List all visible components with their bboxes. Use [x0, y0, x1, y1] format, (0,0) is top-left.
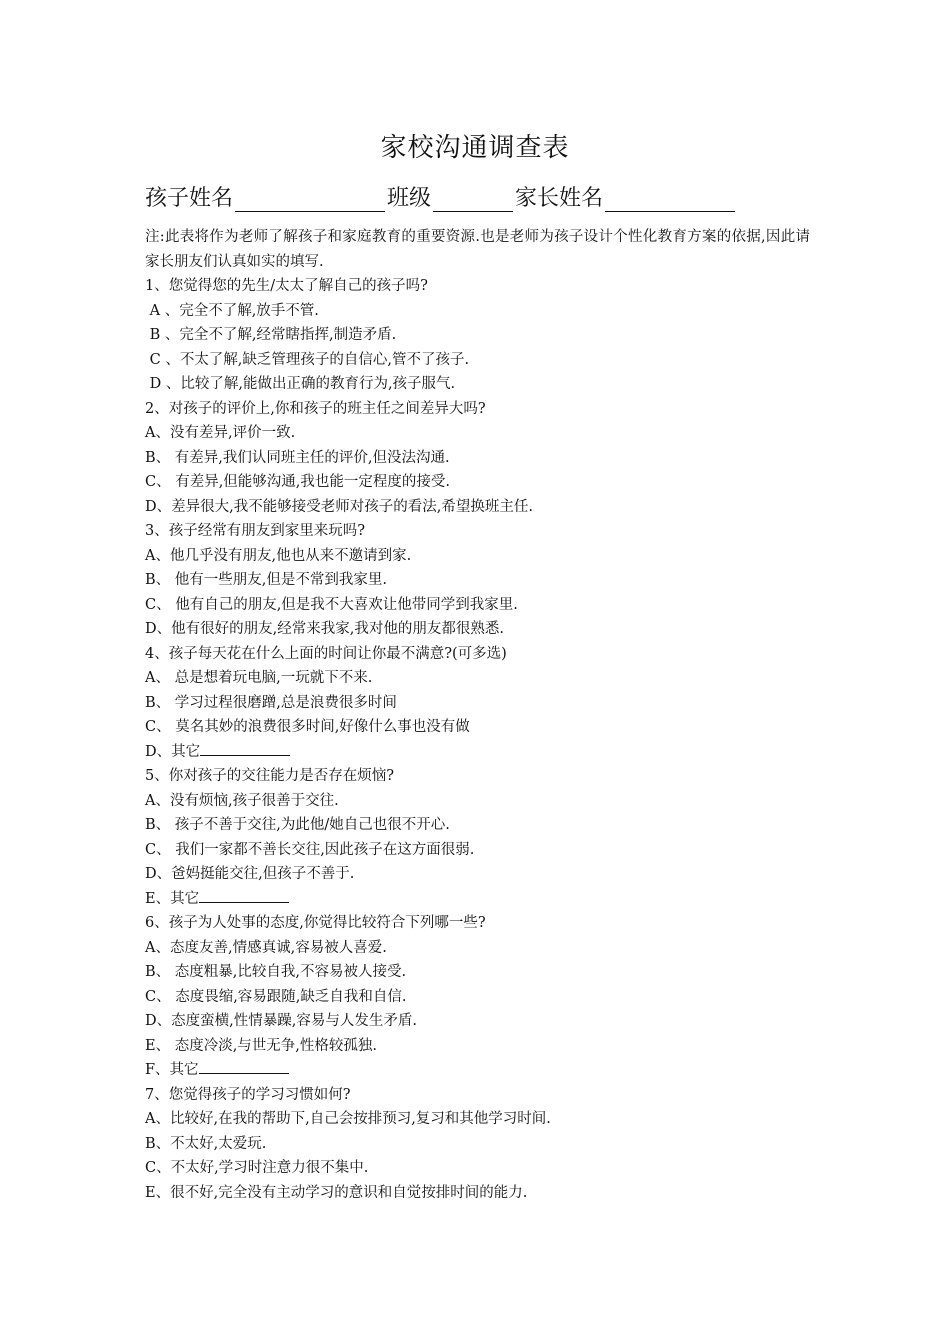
- question-text: [145, 397, 810, 422]
- name-fields-row: [145, 182, 737, 216]
- answer-option[interactable]: [145, 936, 810, 961]
- option-label: A、没有烦恼,孩子很善于交往.: [145, 792, 339, 809]
- answer-option[interactable]: [145, 838, 810, 863]
- child-name-label: 孩子姓名: [145, 186, 234, 211]
- question-label: 1、您觉得您的先生/太太了解自己的孩子吗?: [145, 278, 428, 294]
- option-label: B、 态度粗暴,比较自我,不容易被人接受.: [145, 964, 407, 980]
- option-label: A、态度友善,情感真诚,容易被人喜爱.: [145, 939, 387, 956]
- question-label: 6、孩子为人处事的态度,你觉得比较符合下列哪一些?: [145, 915, 486, 931]
- question-text: [145, 911, 810, 936]
- option-label: A、比较好,在我的帮助下,自己会按排预习,复习和其他学习时间.: [145, 1111, 551, 1127]
- option-label: D、差异很大,我不能够接受老师对孩子的看法,希望换班主任.: [145, 498, 533, 515]
- answer-option[interactable]: [145, 323, 810, 348]
- answer-option[interactable]: [145, 862, 810, 887]
- instruction-note: 注:此表将作为老师了解孩子和家庭教育的重要资源.也是老师为孩子设计个性化教育方案的依据,因此请家长朋友们认真如实的填写.: [145, 229, 810, 270]
- option-label: C、 我们一家都不善长交往,因此孩子在这方面很弱.: [145, 841, 475, 858]
- option-label: D 、比较了解,能做出正确的教育行为,孩子服气.: [145, 376, 456, 392]
- option-label: E、其它: [145, 890, 200, 907]
- answer-option[interactable]: [145, 1107, 810, 1132]
- option-label: B、 有差异,我们认同班主任的评价,但没法沟通.: [145, 449, 450, 466]
- question-text: [145, 274, 810, 299]
- answer-option[interactable]: [145, 813, 810, 838]
- answer-option[interactable]: [145, 446, 810, 471]
- option-label: A、没有差异,评价一致.: [145, 425, 296, 441]
- option-label: B、 孩子不善于交往,为此他/她自己也很不开心.: [145, 817, 450, 833]
- answer-option[interactable]: [145, 1156, 810, 1181]
- answer-option[interactable]: [145, 740, 810, 765]
- answer-option[interactable]: [145, 470, 810, 495]
- answer-option[interactable]: [145, 593, 810, 618]
- option-label: C、 态度畏缩,容易跟随,缺乏自我和自信.: [145, 988, 407, 1005]
- option-label: D、爸妈挺能交往,但孩子不善于.: [145, 866, 355, 882]
- option-label: B、 学习过程很磨蹭,总是浪费很多时间: [145, 694, 397, 711]
- option-label: D、态度蛮横,性情暴躁,容易与人发生矛盾.: [145, 1013, 417, 1029]
- question-text: [145, 519, 810, 544]
- other-answer-blank[interactable]: [200, 741, 290, 756]
- answer-option[interactable]: [145, 1034, 810, 1059]
- answer-option[interactable]: [145, 299, 810, 324]
- answer-option[interactable]: [145, 691, 810, 716]
- answer-option[interactable]: [145, 617, 810, 642]
- answer-option[interactable]: [145, 1132, 810, 1157]
- other-answer-blank[interactable]: [199, 888, 289, 903]
- class-label: 班级: [387, 186, 432, 211]
- answer-option[interactable]: [145, 544, 810, 569]
- option-label: D、其它: [145, 743, 201, 760]
- answer-option[interactable]: [145, 372, 810, 397]
- option-label: C、 有差异,但能够沟通,我也能一定程度的接受.: [145, 474, 451, 490]
- option-label: E、 态度冷淡,与世无争,性格较孤独.: [145, 1037, 378, 1054]
- parent-name-label: 家长姓名: [515, 186, 604, 211]
- page-title: 家校沟通调查表: [380, 133, 570, 163]
- answer-option[interactable]: [145, 421, 810, 446]
- parent-name-blank[interactable]: [605, 185, 735, 212]
- option-label: D、他有很好的朋友,经常来我家,我对他的朋友都很熟悉.: [145, 621, 504, 637]
- survey-content: [145, 225, 810, 1205]
- answer-option[interactable]: [145, 960, 810, 985]
- question-text: [145, 1083, 810, 1108]
- question-text: [145, 764, 810, 789]
- option-label: A、他几乎没有朋友,他也从来不邀请到家.: [145, 547, 412, 564]
- question-label: 4、孩子每天花在什么上面的时间让你最不满意?(可多选): [145, 645, 507, 662]
- answer-option[interactable]: [145, 789, 810, 814]
- option-label: A、 总是想着玩电脑,一玩就下不来.: [145, 670, 373, 686]
- option-label: F、其它: [145, 1062, 199, 1078]
- option-label: B、不太好,太爱玩.: [145, 1135, 267, 1152]
- option-label: A 、完全不了解,放手不管.: [145, 302, 319, 319]
- answer-option[interactable]: [145, 887, 810, 912]
- question-label: 2、对孩子的评价上,你和孩子的班主任之间差异大吗?: [145, 400, 486, 417]
- option-label: C、不太好,学习时注意力很不集中.: [145, 1160, 369, 1176]
- question-label: 7、您觉得孩子的学习习惯如何?: [145, 1086, 351, 1103]
- option-label: B 、完全不了解,经常瞎指挥,制造矛盾.: [145, 327, 397, 343]
- answer-option[interactable]: [145, 985, 810, 1010]
- answer-option[interactable]: [145, 715, 810, 740]
- option-label: C 、不太了解,缺乏管理孩子的自信心,管不了孩子.: [145, 351, 470, 368]
- answer-option[interactable]: [145, 348, 810, 373]
- option-label: C、 莫名其妙的浪费很多时间,好像什么事也没有做: [145, 719, 470, 735]
- question-text: [145, 642, 810, 667]
- answer-option[interactable]: [145, 1058, 810, 1083]
- class-blank[interactable]: [433, 185, 513, 212]
- other-answer-blank[interactable]: [199, 1059, 289, 1074]
- option-label: B、 他有一些朋友,但是不常到我家里.: [145, 572, 387, 588]
- answer-option[interactable]: [145, 1181, 810, 1206]
- option-label: C、 他有自己的朋友,但是我不大喜欢让他带同学到我家里.: [145, 596, 518, 613]
- answer-option[interactable]: [145, 568, 810, 593]
- question-label: 3、孩子经常有朋友到家里来玩吗?: [145, 523, 365, 539]
- child-name-blank[interactable]: [235, 185, 385, 212]
- answer-option[interactable]: [145, 495, 810, 520]
- option-label: E、很不好,完全没有主动学习的意识和自觉按排时间的能力.: [145, 1184, 528, 1201]
- answer-option[interactable]: [145, 666, 810, 691]
- question-list: [145, 274, 810, 1205]
- question-label: 5、你对孩子的交往能力是否存在烦恼?: [145, 768, 394, 784]
- answer-option[interactable]: [145, 1009, 810, 1034]
